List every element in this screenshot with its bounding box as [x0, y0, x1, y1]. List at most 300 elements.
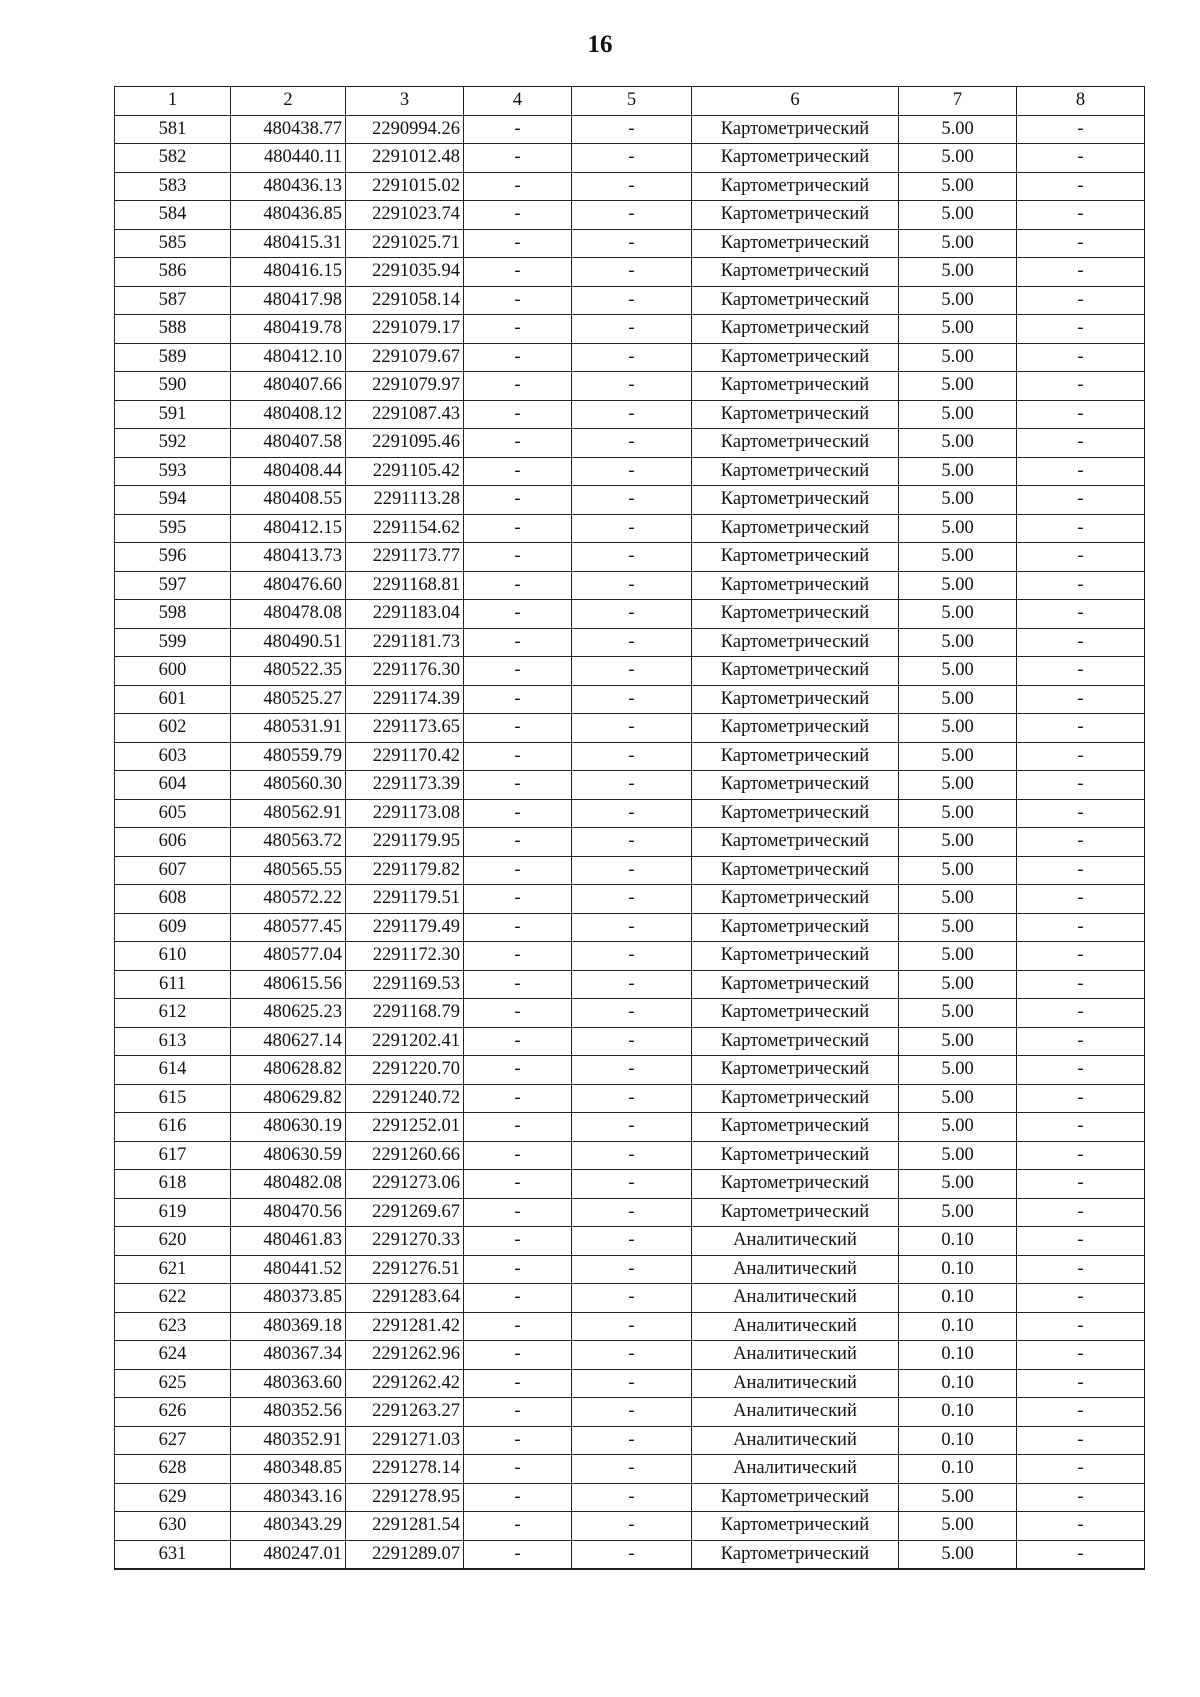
method-cell: Картометрический — [692, 429, 899, 458]
y-coordinate-cell: 2291113.28 — [346, 486, 464, 515]
col4-cell: - — [464, 628, 572, 657]
y-coordinate-cell: 2291023.74 — [346, 201, 464, 230]
col4-cell: - — [464, 1512, 572, 1541]
x-coordinate-cell: 480560.30 — [231, 771, 346, 800]
col4-cell: - — [464, 1483, 572, 1512]
col5-cell: - — [572, 1113, 692, 1142]
accuracy-cell: 5.00 — [899, 828, 1017, 857]
method-cell: Картометрический — [692, 372, 899, 401]
col8-cell: - — [1017, 799, 1145, 828]
y-coordinate-cell: 2290994.26 — [346, 115, 464, 144]
table-row — [115, 1369, 1145, 1398]
accuracy-cell: 5.00 — [899, 144, 1017, 173]
method-cell: Аналитический — [692, 1455, 899, 1484]
accuracy-cell: 5.00 — [899, 1198, 1017, 1227]
table-row — [115, 942, 1145, 971]
method-cell: Картометрический — [692, 400, 899, 429]
col5-cell: - — [572, 885, 692, 914]
method-cell: Картометрический — [692, 714, 899, 743]
point-number-cell: 631 — [115, 1540, 231, 1569]
accuracy-cell: 0.10 — [899, 1369, 1017, 1398]
table-row — [115, 1255, 1145, 1284]
col4-cell: - — [464, 856, 572, 885]
col5-cell: - — [572, 828, 692, 857]
x-coordinate-cell: 480407.58 — [231, 429, 346, 458]
method-cell: Аналитический — [692, 1398, 899, 1427]
y-coordinate-cell: 2291281.54 — [346, 1512, 464, 1541]
y-coordinate-cell: 2291181.73 — [346, 628, 464, 657]
table-row — [115, 1056, 1145, 1085]
accuracy-cell: 5.00 — [899, 429, 1017, 458]
point-number-cell: 594 — [115, 486, 231, 515]
point-number-cell: 590 — [115, 372, 231, 401]
col5-cell: - — [572, 1398, 692, 1427]
point-number-cell: 599 — [115, 628, 231, 657]
table-row — [115, 144, 1145, 173]
col8-cell: - — [1017, 258, 1145, 287]
table-row — [115, 343, 1145, 372]
col5-cell: - — [572, 600, 692, 629]
col8-cell: - — [1017, 400, 1145, 429]
col8-cell: - — [1017, 115, 1145, 144]
y-coordinate-cell: 2291271.03 — [346, 1426, 464, 1455]
table-row — [115, 1141, 1145, 1170]
point-number-cell: 581 — [115, 115, 231, 144]
col4-cell: - — [464, 799, 572, 828]
x-coordinate-cell: 480625.23 — [231, 999, 346, 1028]
col8-cell: - — [1017, 1540, 1145, 1569]
point-number-cell: 608 — [115, 885, 231, 914]
point-number-cell: 604 — [115, 771, 231, 800]
accuracy-cell: 0.10 — [899, 1312, 1017, 1341]
accuracy-cell: 5.00 — [899, 315, 1017, 344]
y-coordinate-cell: 2291174.39 — [346, 685, 464, 714]
accuracy-cell: 0.10 — [899, 1255, 1017, 1284]
x-coordinate-cell: 480348.85 — [231, 1455, 346, 1484]
y-coordinate-cell: 2291079.17 — [346, 315, 464, 344]
accuracy-cell: 5.00 — [899, 1084, 1017, 1113]
x-coordinate-cell: 480440.11 — [231, 144, 346, 173]
y-coordinate-cell: 2291252.01 — [346, 1113, 464, 1142]
table-row — [115, 286, 1145, 315]
table-row — [115, 571, 1145, 600]
col5-cell: - — [572, 1369, 692, 1398]
col8-cell: - — [1017, 1084, 1145, 1113]
header-cell: 6 — [692, 87, 899, 116]
method-cell: Картометрический — [692, 258, 899, 287]
accuracy-cell: 5.00 — [899, 543, 1017, 572]
table-row — [115, 1455, 1145, 1484]
col5-cell: - — [572, 115, 692, 144]
accuracy-cell: 5.00 — [899, 457, 1017, 486]
x-coordinate-cell: 480419.78 — [231, 315, 346, 344]
point-number-cell: 623 — [115, 1312, 231, 1341]
col4-cell: - — [464, 970, 572, 999]
col5-cell: - — [572, 1056, 692, 1085]
accuracy-cell: 0.10 — [899, 1455, 1017, 1484]
table-row — [115, 1170, 1145, 1199]
col5-cell: - — [572, 742, 692, 771]
y-coordinate-cell: 2291172.30 — [346, 942, 464, 971]
col4-cell: - — [464, 600, 572, 629]
accuracy-cell: 5.00 — [899, 685, 1017, 714]
y-coordinate-cell: 2291173.77 — [346, 543, 464, 572]
accuracy-cell: 0.10 — [899, 1341, 1017, 1370]
col8-cell: - — [1017, 144, 1145, 173]
table-row — [115, 1084, 1145, 1113]
col8-cell: - — [1017, 942, 1145, 971]
point-number-cell: 588 — [115, 315, 231, 344]
col4-cell: - — [464, 685, 572, 714]
table-row — [115, 999, 1145, 1028]
accuracy-cell: 5.00 — [899, 1512, 1017, 1541]
col5-cell: - — [572, 856, 692, 885]
col4-cell: - — [464, 144, 572, 173]
point-number-cell: 614 — [115, 1056, 231, 1085]
point-number-cell: 613 — [115, 1027, 231, 1056]
point-number-cell: 591 — [115, 400, 231, 429]
point-number-cell: 626 — [115, 1398, 231, 1427]
method-cell: Картометрический — [692, 201, 899, 230]
x-coordinate-cell: 480247.01 — [231, 1540, 346, 1569]
table-body — [115, 115, 1145, 1569]
point-number-cell: 607 — [115, 856, 231, 885]
method-cell: Аналитический — [692, 1369, 899, 1398]
table-row — [115, 657, 1145, 686]
table-row — [115, 400, 1145, 429]
col4-cell: - — [464, 1455, 572, 1484]
col4-cell: - — [464, 657, 572, 686]
col5-cell: - — [572, 315, 692, 344]
table-row — [115, 201, 1145, 230]
y-coordinate-cell: 2291079.67 — [346, 343, 464, 372]
table-row — [115, 1027, 1145, 1056]
col4-cell: - — [464, 1227, 572, 1256]
col4-cell: - — [464, 913, 572, 942]
accuracy-cell: 5.00 — [899, 1483, 1017, 1512]
y-coordinate-cell: 2291278.95 — [346, 1483, 464, 1512]
table-row — [115, 1426, 1145, 1455]
accuracy-cell: 5.00 — [899, 343, 1017, 372]
x-coordinate-cell: 480408.44 — [231, 457, 346, 486]
col8-cell: - — [1017, 1113, 1145, 1142]
col8-cell: - — [1017, 486, 1145, 515]
col5-cell: - — [572, 999, 692, 1028]
y-coordinate-cell: 2291079.97 — [346, 372, 464, 401]
point-number-cell: 619 — [115, 1198, 231, 1227]
method-cell: Картометрический — [692, 742, 899, 771]
col5-cell: - — [572, 172, 692, 201]
point-number-cell: 584 — [115, 201, 231, 230]
x-coordinate-cell: 480478.08 — [231, 600, 346, 629]
x-coordinate-cell: 480470.56 — [231, 1198, 346, 1227]
table-row — [115, 1198, 1145, 1227]
col4-cell: - — [464, 1027, 572, 1056]
col4-cell: - — [464, 1426, 572, 1455]
col4-cell: - — [464, 343, 572, 372]
table-row — [115, 685, 1145, 714]
col8-cell: - — [1017, 1483, 1145, 1512]
col5-cell: - — [572, 1198, 692, 1227]
col5-cell: - — [572, 144, 692, 173]
method-cell: Аналитический — [692, 1426, 899, 1455]
accuracy-cell: 5.00 — [899, 657, 1017, 686]
accuracy-cell: 5.00 — [899, 799, 1017, 828]
col4-cell: - — [464, 1084, 572, 1113]
col4-cell: - — [464, 1341, 572, 1370]
y-coordinate-cell: 2291240.72 — [346, 1084, 464, 1113]
method-cell: Картометрический — [692, 999, 899, 1028]
x-coordinate-cell: 480522.35 — [231, 657, 346, 686]
table-row — [115, 1398, 1145, 1427]
accuracy-cell: 0.10 — [899, 1398, 1017, 1427]
col5-cell: - — [572, 486, 692, 515]
col5-cell: - — [572, 258, 692, 287]
col5-cell: - — [572, 457, 692, 486]
col8-cell: - — [1017, 1056, 1145, 1085]
col4-cell: - — [464, 1398, 572, 1427]
y-coordinate-cell: 2291273.06 — [346, 1170, 464, 1199]
y-coordinate-cell: 2291278.14 — [346, 1455, 464, 1484]
x-coordinate-cell: 480367.34 — [231, 1341, 346, 1370]
table-row — [115, 229, 1145, 258]
header-cell: 7 — [899, 87, 1017, 116]
y-coordinate-cell: 2291176.30 — [346, 657, 464, 686]
col8-cell: - — [1017, 1198, 1145, 1227]
col4-cell: - — [464, 771, 572, 800]
col8-cell: - — [1017, 372, 1145, 401]
point-number-cell: 603 — [115, 742, 231, 771]
point-number-cell: 618 — [115, 1170, 231, 1199]
point-number-cell: 587 — [115, 286, 231, 315]
col8-cell: - — [1017, 429, 1145, 458]
point-number-cell: 612 — [115, 999, 231, 1028]
y-coordinate-cell: 2291173.65 — [346, 714, 464, 743]
accuracy-cell: 5.00 — [899, 1540, 1017, 1569]
col8-cell: - — [1017, 628, 1145, 657]
y-coordinate-cell: 2291179.51 — [346, 885, 464, 914]
y-coordinate-cell: 2291087.43 — [346, 400, 464, 429]
accuracy-cell: 5.00 — [899, 115, 1017, 144]
x-coordinate-cell: 480438.77 — [231, 115, 346, 144]
col8-cell: - — [1017, 1255, 1145, 1284]
col4-cell: - — [464, 543, 572, 572]
col8-cell: - — [1017, 771, 1145, 800]
col4-cell: - — [464, 286, 572, 315]
col4-cell: - — [464, 514, 572, 543]
col5-cell: - — [572, 400, 692, 429]
col5-cell: - — [572, 1141, 692, 1170]
table-row — [115, 600, 1145, 629]
col8-cell: - — [1017, 229, 1145, 258]
method-cell: Картометрический — [692, 144, 899, 173]
point-number-cell: 624 — [115, 1341, 231, 1370]
col4-cell: - — [464, 1113, 572, 1142]
table-row — [115, 1227, 1145, 1256]
col8-cell: - — [1017, 457, 1145, 486]
accuracy-cell: 0.10 — [899, 1227, 1017, 1256]
table-row — [115, 258, 1145, 287]
accuracy-cell: 5.00 — [899, 885, 1017, 914]
accuracy-cell: 5.00 — [899, 1141, 1017, 1170]
col8-cell: - — [1017, 571, 1145, 600]
accuracy-cell: 5.00 — [899, 714, 1017, 743]
x-coordinate-cell: 480531.91 — [231, 714, 346, 743]
accuracy-cell: 5.00 — [899, 742, 1017, 771]
col8-cell: - — [1017, 885, 1145, 914]
y-coordinate-cell: 2291260.66 — [346, 1141, 464, 1170]
x-coordinate-cell: 480461.83 — [231, 1227, 346, 1256]
col8-cell: - — [1017, 657, 1145, 686]
col4-cell: - — [464, 1284, 572, 1313]
x-coordinate-cell: 480628.82 — [231, 1056, 346, 1085]
x-coordinate-cell: 480363.60 — [231, 1369, 346, 1398]
col8-cell: - — [1017, 543, 1145, 572]
col5-cell: - — [572, 201, 692, 230]
col5-cell: - — [572, 571, 692, 600]
x-coordinate-cell: 480412.15 — [231, 514, 346, 543]
method-cell: Картометрический — [692, 1512, 899, 1541]
point-number-cell: 622 — [115, 1284, 231, 1313]
method-cell: Картометрический — [692, 1084, 899, 1113]
table-row — [115, 429, 1145, 458]
table-row — [115, 970, 1145, 999]
col5-cell: - — [572, 229, 692, 258]
point-number-cell: 630 — [115, 1512, 231, 1541]
point-number-cell: 606 — [115, 828, 231, 857]
accuracy-cell: 5.00 — [899, 286, 1017, 315]
accuracy-cell: 5.00 — [899, 571, 1017, 600]
x-coordinate-cell: 480563.72 — [231, 828, 346, 857]
method-cell: Картометрический — [692, 828, 899, 857]
x-coordinate-cell: 480525.27 — [231, 685, 346, 714]
col5-cell: - — [572, 343, 692, 372]
point-number-cell: 589 — [115, 343, 231, 372]
col5-cell: - — [572, 1284, 692, 1313]
method-cell: Картометрический — [692, 856, 899, 885]
table-header-row — [115, 87, 1145, 116]
point-number-cell: 596 — [115, 543, 231, 572]
point-number-cell: 627 — [115, 1426, 231, 1455]
col8-cell: - — [1017, 1512, 1145, 1541]
accuracy-cell: 5.00 — [899, 229, 1017, 258]
col4-cell: - — [464, 1369, 572, 1398]
x-coordinate-cell: 480565.55 — [231, 856, 346, 885]
x-coordinate-cell: 480343.29 — [231, 1512, 346, 1541]
col4-cell: - — [464, 486, 572, 515]
col5-cell: - — [572, 543, 692, 572]
col4-cell: - — [464, 429, 572, 458]
accuracy-cell: 0.10 — [899, 1426, 1017, 1455]
method-cell: Картометрический — [692, 286, 899, 315]
col4-cell: - — [464, 1056, 572, 1085]
x-coordinate-cell: 480629.82 — [231, 1084, 346, 1113]
col8-cell: - — [1017, 828, 1145, 857]
table-row — [115, 514, 1145, 543]
table-row — [115, 1483, 1145, 1512]
x-coordinate-cell: 480630.19 — [231, 1113, 346, 1142]
col4-cell: - — [464, 315, 572, 344]
method-cell: Картометрический — [692, 315, 899, 344]
point-number-cell: 609 — [115, 913, 231, 942]
accuracy-cell: 5.00 — [899, 771, 1017, 800]
y-coordinate-cell: 2291170.42 — [346, 742, 464, 771]
point-number-cell: 585 — [115, 229, 231, 258]
col4-cell: - — [464, 258, 572, 287]
accuracy-cell: 5.00 — [899, 400, 1017, 429]
header-cell: 1 — [115, 87, 231, 116]
table-row — [115, 372, 1145, 401]
y-coordinate-cell: 2291012.48 — [346, 144, 464, 173]
accuracy-cell: 5.00 — [899, 970, 1017, 999]
col5-cell: - — [572, 913, 692, 942]
accuracy-cell: 5.00 — [899, 913, 1017, 942]
accuracy-cell: 5.00 — [899, 999, 1017, 1028]
col8-cell: - — [1017, 1170, 1145, 1199]
accuracy-cell: 5.00 — [899, 856, 1017, 885]
col8-cell: - — [1017, 1455, 1145, 1484]
table-row — [115, 115, 1145, 144]
col4-cell: - — [464, 828, 572, 857]
y-coordinate-cell: 2291179.95 — [346, 828, 464, 857]
header-cell: 2 — [231, 87, 346, 116]
col5-cell: - — [572, 514, 692, 543]
y-coordinate-cell: 2291202.41 — [346, 1027, 464, 1056]
header-cell: 3 — [346, 87, 464, 116]
x-coordinate-cell: 480476.60 — [231, 571, 346, 600]
y-coordinate-cell: 2291169.53 — [346, 970, 464, 999]
col4-cell: - — [464, 172, 572, 201]
col4-cell: - — [464, 714, 572, 743]
col8-cell: - — [1017, 685, 1145, 714]
method-cell: Картометрический — [692, 685, 899, 714]
col8-cell: - — [1017, 315, 1145, 344]
method-cell: Картометрический — [692, 1056, 899, 1085]
table-row — [115, 1284, 1145, 1313]
method-cell: Картометрический — [692, 343, 899, 372]
method-cell: Картометрический — [692, 970, 899, 999]
point-number-cell: 628 — [115, 1455, 231, 1484]
col8-cell: - — [1017, 1284, 1145, 1313]
point-number-cell: 621 — [115, 1255, 231, 1284]
col8-cell: - — [1017, 1341, 1145, 1370]
table-row — [115, 315, 1145, 344]
table-row — [115, 1512, 1145, 1541]
y-coordinate-cell: 2291179.82 — [346, 856, 464, 885]
col5-cell: - — [572, 970, 692, 999]
y-coordinate-cell: 2291105.42 — [346, 457, 464, 486]
method-cell: Картометрический — [692, 1170, 899, 1199]
col4-cell: - — [464, 742, 572, 771]
y-coordinate-cell: 2291263.27 — [346, 1398, 464, 1427]
col5-cell: - — [572, 1512, 692, 1541]
y-coordinate-cell: 2291154.62 — [346, 514, 464, 543]
col4-cell: - — [464, 201, 572, 230]
y-coordinate-cell: 2291289.07 — [346, 1540, 464, 1569]
method-cell: Картометрический — [692, 600, 899, 629]
table-row — [115, 172, 1145, 201]
x-coordinate-cell: 480408.55 — [231, 486, 346, 515]
table-row — [115, 1113, 1145, 1142]
method-cell: Картометрический — [692, 885, 899, 914]
col8-cell: - — [1017, 1027, 1145, 1056]
method-cell: Картометрический — [692, 1540, 899, 1569]
method-cell: Аналитический — [692, 1341, 899, 1370]
x-coordinate-cell: 480407.66 — [231, 372, 346, 401]
point-number-cell: 582 — [115, 144, 231, 173]
col4-cell: - — [464, 372, 572, 401]
col8-cell: - — [1017, 742, 1145, 771]
